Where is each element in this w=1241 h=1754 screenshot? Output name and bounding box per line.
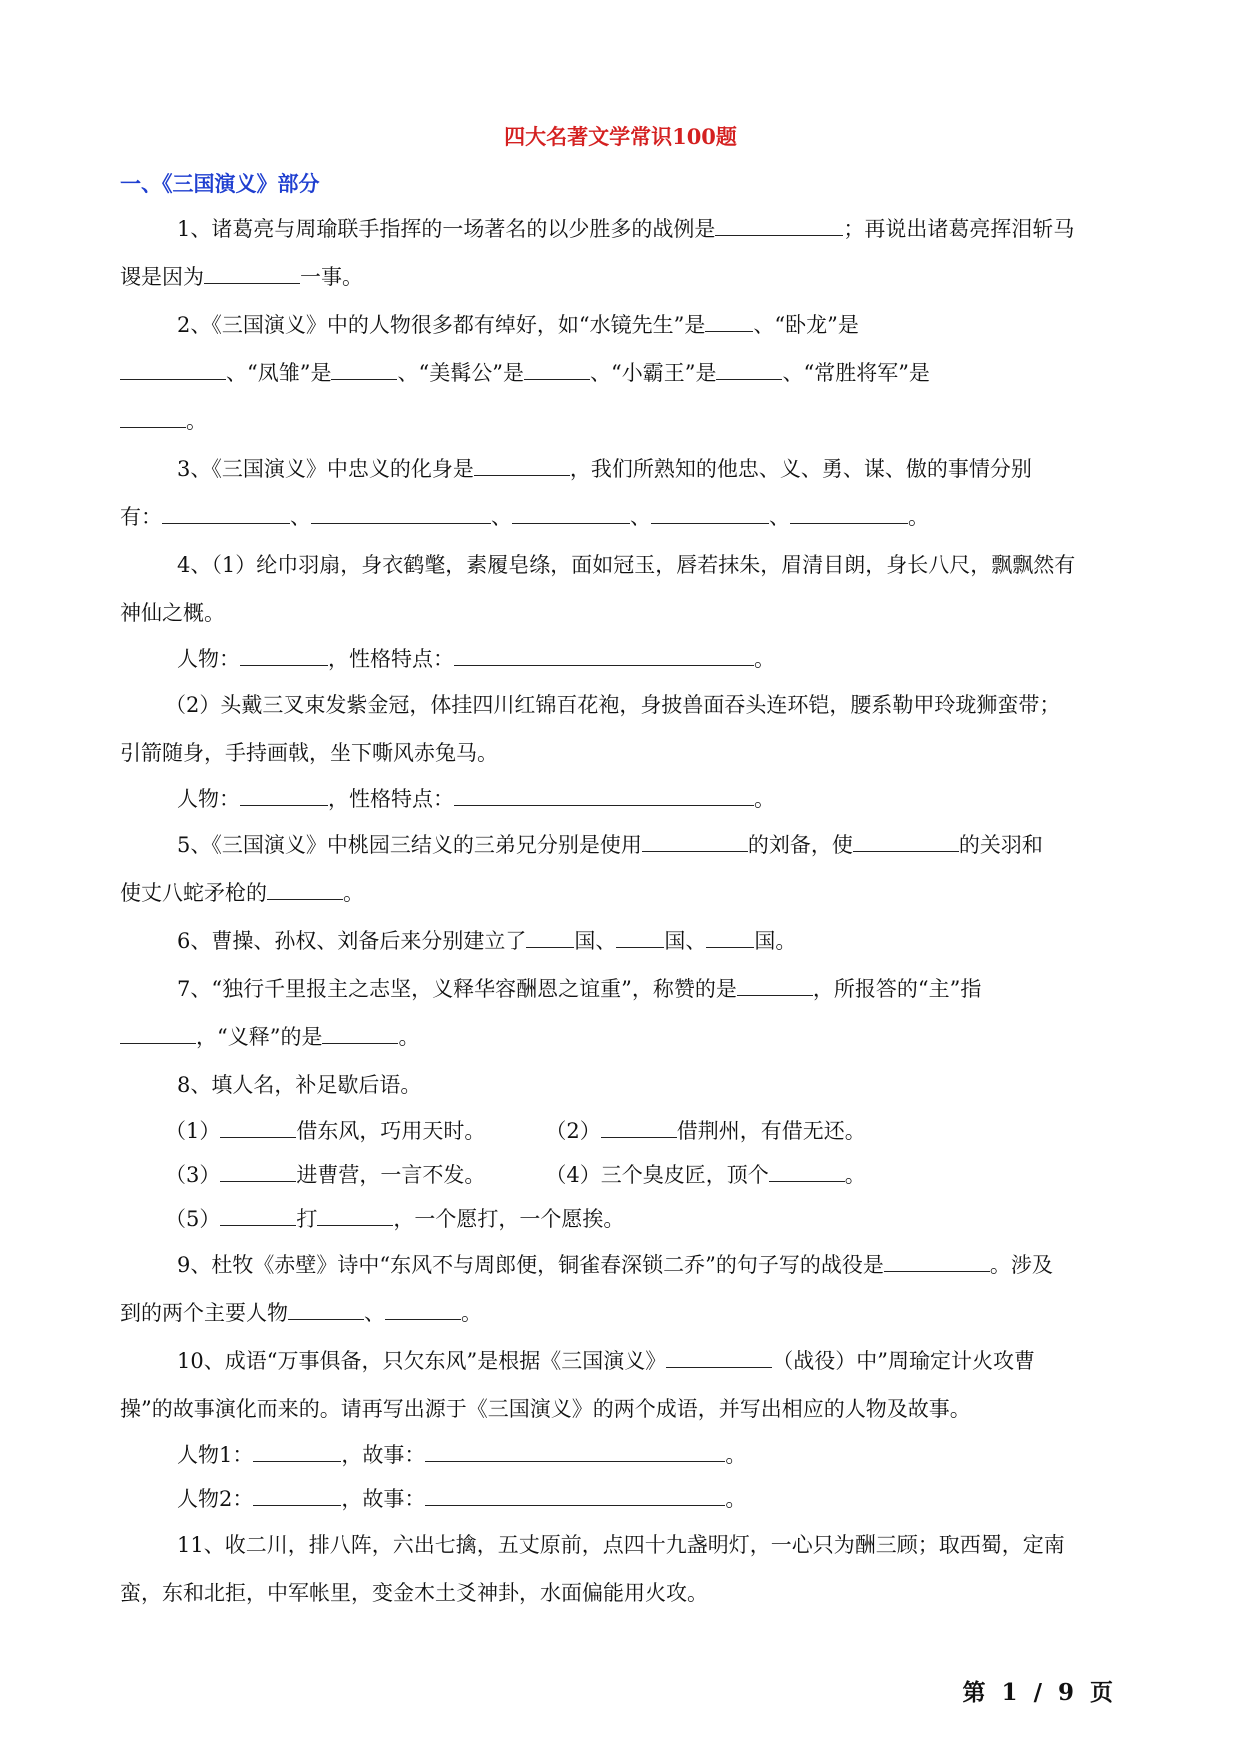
answer-blank[interactable] — [716, 358, 782, 380]
answer-blank[interactable] — [240, 784, 328, 806]
question-7: 7、“独行千里报主之志坚，义释华容酬恩之谊重”，称赞的是 ，所报答的“主”指 — [120, 965, 1125, 1013]
answer-blank[interactable] — [253, 1484, 341, 1506]
question-3: 3、《三国演义》中忠义的化身是 ，我们所熟知的他忠、义、勇、谋、傲的事情分别 — [120, 445, 1125, 493]
question-10-answer-2: 人物2： ，故事： 。 — [120, 1477, 1125, 1521]
answer-blank[interactable] — [706, 926, 754, 948]
answer-blank[interactable] — [666, 1346, 772, 1368]
question-4-answer-1: 人物： ，性格特点： 。 — [120, 637, 1125, 681]
answer-blank[interactable] — [322, 1022, 398, 1044]
answer-blank[interactable] — [311, 502, 491, 524]
answer-blank[interactable] — [204, 262, 300, 284]
question-8-row-3: （5） 打 ，一个愿打，一个愿挨。 — [120, 1197, 1125, 1241]
question-4-cont: 神仙之概。 — [120, 601, 225, 625]
answer-blank[interactable] — [220, 1204, 296, 1226]
question-1-cont: 谡是因为 一事。 — [120, 253, 1125, 301]
answer-blank[interactable] — [651, 502, 769, 524]
answer-blank[interactable] — [385, 1298, 461, 1320]
question-4-part-2-cont: 引箭随身，手持画戟，坐下嘶风赤兔马。 — [120, 741, 498, 765]
answer-blank[interactable] — [601, 1116, 677, 1138]
answer-blank[interactable] — [331, 358, 397, 380]
question-2: 2、《三国演义》中的人物很多都有绰好，如“水镜先生”是 、“卧龙”是 — [120, 301, 1125, 349]
answer-blank[interactable] — [474, 454, 570, 476]
question-3-cont: 有： 、 、 、 、 。 — [120, 493, 1125, 541]
answer-blank[interactable] — [425, 1440, 725, 1462]
answer-blank[interactable] — [425, 1484, 725, 1506]
answer-blank[interactable] — [454, 784, 754, 806]
answer-blank[interactable] — [253, 1440, 341, 1462]
question-8-row-2: （3） 进曹营，一言不发。 （4）三个臭皮匠，顶个 。 — [120, 1153, 1125, 1197]
question-4: 4、（1）纶巾羽扇，身衣鹤氅，素履皂绦，面如冠玉，唇若抹朱，眉清目朗，身长八尺，飘飘然有 — [177, 553, 1076, 577]
answer-blank[interactable] — [884, 1250, 990, 1272]
answer-blank[interactable] — [120, 358, 226, 380]
answer-blank[interactable] — [454, 644, 754, 666]
question-8: 8、填人名，补足歇后语。 — [177, 1073, 422, 1097]
answer-blank[interactable] — [120, 406, 186, 428]
question-4-answer-2: 人物： ，性格特点： 。 — [120, 777, 1125, 821]
question-11: 11、收二川，排八阵，六出七擒，五丈原前，点四十九盏明灯，一心只为酬三顾；取西蜀，定南 — [177, 1533, 1065, 1557]
answer-blank[interactable] — [769, 1160, 845, 1182]
question-10: 10、成语“万事俱备，只欠东风”是根据《三国演义》 （战役）中”周瑜定计火攻曹 — [120, 1337, 1125, 1385]
answer-blank[interactable] — [512, 502, 630, 524]
answer-blank[interactable] — [240, 644, 328, 666]
question-9: 9、杜牧《赤壁》诗中“东风不与周郎便，铜雀春深锁二乔”的句子写的战役是 。涉及 — [120, 1241, 1125, 1289]
answer-blank[interactable] — [317, 1204, 393, 1226]
question-11-cont: 蛮，东和北拒，中军帐里，变金木土爻神卦，水面偏能用火攻。 — [120, 1581, 708, 1605]
answer-blank[interactable] — [790, 502, 908, 524]
page-number: 第 1 / 9 页 — [962, 1679, 1113, 1706]
section-heading: 一、《三国演义》部分 — [120, 171, 320, 196]
answer-blank[interactable] — [715, 214, 843, 236]
answer-blank[interactable] — [642, 830, 748, 852]
question-list — [120, 205, 1125, 1617]
question-2-cont: 、“凤雏”是 、“美髯公”是 、“小霸王”是 、“常胜将军”是 — [120, 349, 1125, 397]
question-10-cont: 操”的故事演化而来的。请再写出源于《三国演义》的两个成语，并写出相应的人物及故事。 — [120, 1397, 971, 1421]
answer-blank[interactable] — [526, 926, 574, 948]
answer-blank[interactable] — [705, 310, 753, 332]
answer-blank[interactable] — [120, 1022, 196, 1044]
question-7-cont: ，“义释”的是 。 — [120, 1013, 1125, 1061]
answer-blank[interactable] — [616, 926, 664, 948]
question-6: 6、曹操、孙权、刘备后来分别建立了 国、 国、 国。 — [120, 917, 1125, 965]
question-1: 1、诸葛亮与周瑜联手指挥的一场著名的以少胜多的战例是 ；再说出诸葛亮挥泪斩马 — [120, 205, 1125, 253]
answer-blank[interactable] — [853, 830, 959, 852]
answer-blank[interactable] — [524, 358, 590, 380]
answer-blank[interactable] — [737, 974, 813, 996]
answer-blank[interactable] — [220, 1160, 296, 1182]
document-title: 四大名著文学常识100题 — [504, 124, 737, 149]
answer-blank[interactable] — [267, 878, 343, 900]
question-9-cont: 到的两个主要人物 、 。 — [120, 1289, 1125, 1337]
question-2-end: 。 — [120, 397, 1125, 445]
answer-blank[interactable] — [288, 1298, 364, 1320]
question-10-answer-1: 人物1： ，故事： 。 — [120, 1433, 1125, 1477]
question-4-part-2: （2）头戴三叉束发紫金冠，体挂四川红锦百花袍，身披兽面吞头连环铠，腰系勒甲玲珑狮蛮带； — [165, 693, 1061, 717]
answer-blank[interactable] — [162, 502, 290, 524]
question-5-cont: 使丈八蛇矛枪的 。 — [120, 869, 1125, 917]
answer-blank[interactable] — [220, 1116, 296, 1138]
question-5: 5、《三国演义》中桃园三结义的三弟兄分别是使用 的刘备，使 的关羽和 — [120, 821, 1125, 869]
question-8-row-1: （1） 借东风，巧用天时。 （2） 借荆州，有借无还。 — [120, 1109, 1125, 1153]
